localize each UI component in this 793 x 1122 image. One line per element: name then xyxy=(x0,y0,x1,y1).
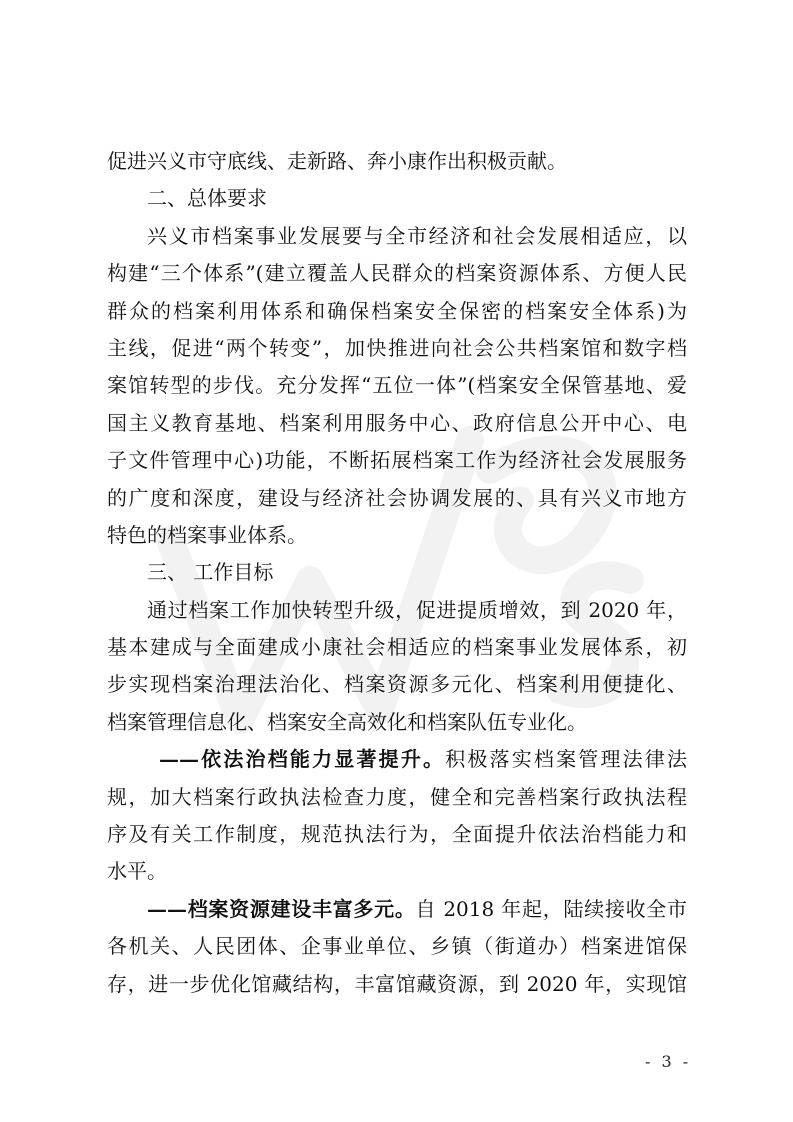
paragraph-line: 规，加大档案行政执法检查力度，健全和完善档案行政执法程 xyxy=(107,784,687,809)
section-heading: 二、总体要求 xyxy=(147,186,267,211)
paragraph-line: 构建“三个体系”(建立覆盖人民群众的档案资源体系、方便人民 xyxy=(107,261,687,286)
paragraph-text: 积极落实档案管理法律法 xyxy=(445,747,688,772)
paragraph-line: 群众的档案利用体系和确保档案安全保密的档案安全体系)为 xyxy=(107,298,687,323)
paragraph-line: 促进兴义市守底线、走新路、奔小康作出积极贡献。 xyxy=(107,149,567,173)
paragraph-line: 案馆转型的步伐。充分发挥“五位一体”(档案安全保管基地、爱 xyxy=(107,373,687,398)
page-number: - 3 - xyxy=(645,1052,692,1071)
goal-heading: ——档案资源建设丰富多元。 xyxy=(147,896,416,921)
paragraph-line: 存，进一步优化馆藏结构，丰富馆藏资源，到 2020 年，实现馆 xyxy=(107,971,687,996)
paragraph-line: 水平。 xyxy=(107,859,167,884)
paragraph-line: 主线，促进“两个转变”，加快推进向社会公共档案馆和数字档 xyxy=(107,335,687,360)
paragraph-line xyxy=(107,741,687,778)
paragraph-line: 各机关、人民团体、企事业单位、乡镇（街道办）档案进馆保 xyxy=(107,934,687,959)
paragraph-line xyxy=(107,891,687,928)
section-heading: 三、 工作目标 xyxy=(147,560,274,585)
paragraph-line: 子文件管理中心)功能，不断拓展档案工作为经济社会发展服务 xyxy=(107,448,687,473)
paragraph-line: 的广度和深度，建设与经济社会协调发展的、具有兴义市地方 xyxy=(107,485,687,510)
paragraph-text: 自 2018 年起，陆续接收全市 xyxy=(415,896,687,921)
paragraph-line: 国主义教育基地、档案利用服务中心、政府信息公开中心、电 xyxy=(107,410,687,435)
paragraph-line: 兴义市档案事业发展要与全市经济和社会发展相适应，以 xyxy=(147,223,687,248)
goal-heading: ——依法治档能力显著提升。 xyxy=(159,747,446,772)
paragraph-line: 步实现档案治理法治化、档案资源多元化、档案利用便捷化、 xyxy=(107,672,687,697)
paragraph-line: 档案管理信息化、档案安全高效化和档案队伍专业化。 xyxy=(107,709,587,734)
paragraph-line: 基本建成与全面建成小康社会相适应的档案事业发展体系，初 xyxy=(107,635,687,660)
body-text xyxy=(107,143,687,1003)
paragraph-line: 序及有关工作制度，规范执法行为，全面提升依法治档能力和 xyxy=(107,822,687,847)
paragraph-line: 通过档案工作加快转型升级，促进提质增效，到 2020 年， xyxy=(147,597,687,622)
paragraph-line: 特色的档案事业体系。 xyxy=(107,522,307,547)
